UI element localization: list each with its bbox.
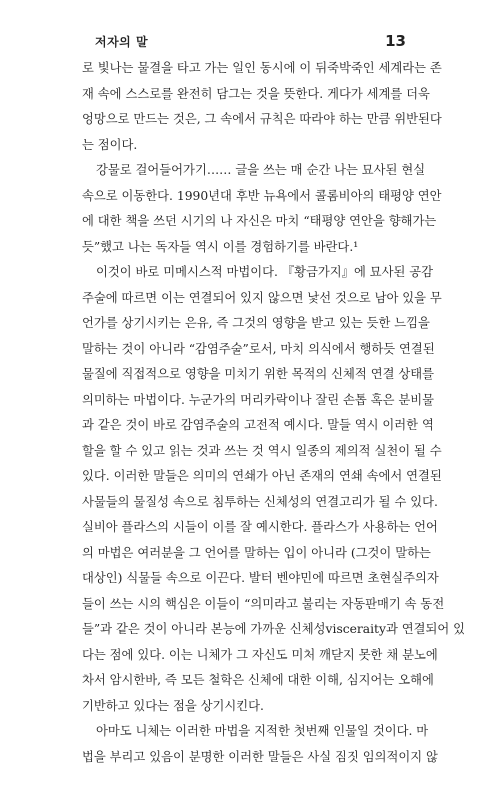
text-line: 법을 부리고 있음이 분명한 이러한 말들은 사실 짐짓 임의적이지 않 <box>82 749 438 764</box>
text-line: 엉망으로 만드는 것은, 그 속에서 규칙은 따라야 하는 만큼 위반된다 <box>82 112 442 126</box>
text-line: 다는 점에 있다. 이는 니체가 그 자신도 미처 깨닫지 못한 채 분노에 <box>82 647 438 662</box>
text-line: 들”과 같은 것이 아니라 본능에 가까운 신체성visceraity과 연결되어 있 <box>82 622 466 636</box>
text-line: 재 속에 스스로를 완전히 담그는 것을 뜻한다. 게다가 세계를 더욱 <box>82 86 430 101</box>
text-line: 는 점이다. <box>82 137 138 152</box>
text-line: 기반하고 있다는 점을 상기시킨다. <box>82 698 264 713</box>
text-line: 물질에 직접적으로 영향을 미치기 위한 목적의 신체적 연결 상태를 <box>82 367 434 381</box>
text-line: 있다. 이러한 말들은 의미의 연쇄가 아닌 존재의 연쇄 속에서 연결된 <box>82 469 442 483</box>
text-line: 사물들의 물질성 속으로 침투하는 신체성의 연결고리가 될 수 있다. <box>82 494 438 509</box>
text-line: 강물로 걸어들어가기…… 글을 쓰는 매 순간 나는 묘사된 현실 <box>96 163 426 177</box>
text-line: 아마도 니체는 이러한 마법을 지적한 첫번째 인물일 것이다. 마 <box>96 724 429 738</box>
text-line: 과 같은 것이 바로 감염주술의 고전적 예시다. 말들 역시 이러한 역 <box>82 418 434 432</box>
text-line: 대상인) 식물들 속으로 이끈다. 발터 벤야민에 따르면 초현실주의자 <box>82 571 439 585</box>
page-number: 13 <box>385 32 406 50</box>
text-line: 주술에 따르면 이는 연결되어 있지 않으면 낯선 것으로 남아 있을 무 <box>82 290 442 305</box>
text-line: 로 빛나는 물결을 타고 가는 일인 동시에 이 뒤죽박죽인 세계라는 존 <box>82 61 442 75</box>
text-line: 할을 할 수 있고 읽는 것과 쓰는 것 역시 일종의 제의적 실천이 될 수 <box>82 443 442 458</box>
text-line: 이것이 바로 미메시스적 마법이다. 『황금가지』에 묘사된 공감 <box>96 265 434 279</box>
text-line: 속으로 이동한다. 1990년대 후반 뉴욕에서 콜롬비아의 태평양 연안 <box>82 188 442 203</box>
body-text <box>82 56 466 770</box>
text-line: 차서 암시한바, 즉 모든 철학은 신체에 대한 이해, 심지어는 오해에 <box>82 673 434 687</box>
text-line: 의미하는 마법이다. 누군가의 머리카락이나 잘린 손톱 혹은 분비물 <box>82 392 434 407</box>
text-line: 말하는 것이 아니라 “감염주술”로서, 마치 의식에서 행하듯 연결된 <box>82 341 435 356</box>
text-line: 듯”했고 나는 독자들 역시 이를 경험하기를 바란다.¹ <box>82 239 359 254</box>
text-line: 언가를 상기시키는 은유, 즉 그것의 영향을 받고 있는 듯한 느낌을 <box>82 316 430 330</box>
text-line: 실비아 플라스의 시들이 이를 잘 예시한다. 플라스가 사용하는 언어 <box>82 520 438 534</box>
running-head: 저자의 말 <box>95 35 149 49</box>
text-line: 에 대한 책을 쓰던 시기의 나 자신은 마치 “태평양 연안을 향해가는 <box>82 214 437 228</box>
text-line: 의 마법은 여러분을 그 언어를 말하는 입이 아니라 (그것이 말하는 <box>82 545 431 560</box>
text-line: 들이 쓰는 시의 핵심은 이들이 “의미라고 불리는 자동판매기 속 동전 <box>82 596 445 611</box>
